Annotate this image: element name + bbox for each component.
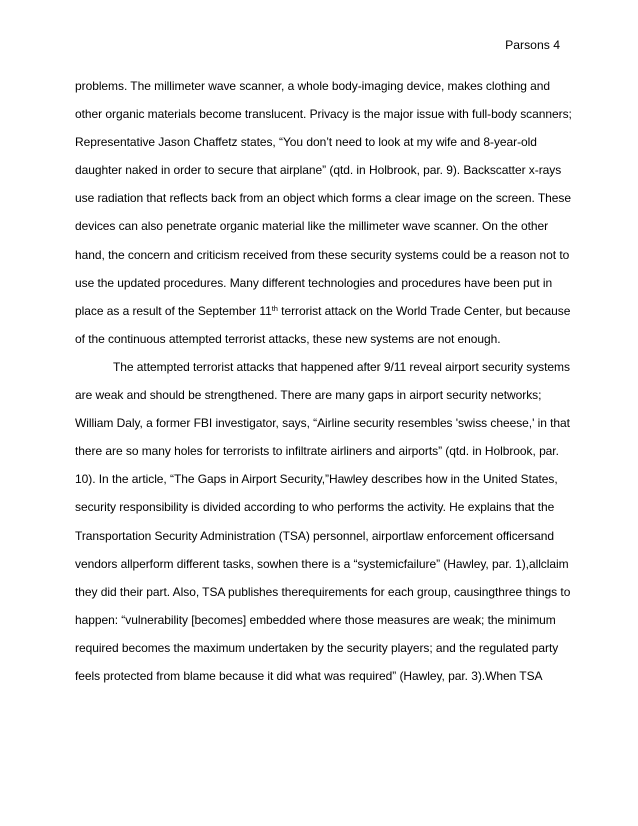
text-line: 10). In the article, “The Gaps in Airport Security,”Hawley describes how in the United States, [75,472,558,487]
running-head: Parsons 4 [505,38,560,52]
text-line: are weak and should be strengthened. There are many gaps in airport security networks; [75,388,542,403]
ordinal-superscript: th [271,303,278,313]
text-line: use the updated procedures. Many different technologies and procedures have been put in [75,275,553,290]
text-line: problems. The millimeter wave scanner, a whole body-imaging device, makes clothing and [75,79,551,93]
text-line: they did their part. Also, TSA publishes therequirements for each group, causingthree things to [75,584,571,599]
text-line: there are so many holes for terrorists to infiltrate airliners and airports” (qtd. in Holbrook, par. [75,444,559,459]
text-line: security responsibility is divided according to who performs the activity. He explains that the [75,500,555,515]
text-line: hand, the concern and criticism received from these security systems could be a reason not to [75,247,570,262]
text-segment: place as a result of the September 11 [75,303,272,318]
paragraph-first-line: The attempted terrorist attacks that happened after 9/11 reveal airport security systems [113,359,570,374]
body-text [75,72,575,690]
text-line: Representative Jason Chaffetz states, “You don’t need to look at my wife and 8-year-old [75,135,537,150]
text-line [75,297,575,325]
text-segment: terrorist attack on the World Trade Center, but because [277,303,571,318]
text-line: other organic materials become translucent. Privacy is the major issue with full-body scanners; [75,107,572,122]
text-line: feels protected from blame because it did what was required” (Hawley, par. 3).When TSA [75,668,543,683]
text-line: of the continuous attempted terrorist attacks, these new systems are not enough. [75,331,501,346]
text-line: use radiation that reflects back from an object which forms a clear image on the screen. These [75,191,571,206]
text-line: required becomes the maximum undertaken by the security players; and the regulated party [75,640,559,655]
text-line: Transportation Security Administration (TSA) personnel, airportlaw enforcement officersand [75,528,555,543]
text-line: daughter naked in order to secure that airplane” (qtd. in Holbrook, par. 9). Backscatter x-rays [75,163,562,178]
text-line: happen: “vulnerability [becomes] embedded where those measures are weak; the minimum [75,612,556,627]
text-line: devices can also penetrate organic material like the millimeter wave scanner. On the other [75,219,549,234]
text-line: William Daly, a former FBI investigator, says, “Airline security resembles 'swiss cheese,' in that [75,416,570,431]
text-line: vendors allperform different tasks, sowhen there is a “systemicfailure” (Hawley, par. 1),allclaim [75,556,569,571]
